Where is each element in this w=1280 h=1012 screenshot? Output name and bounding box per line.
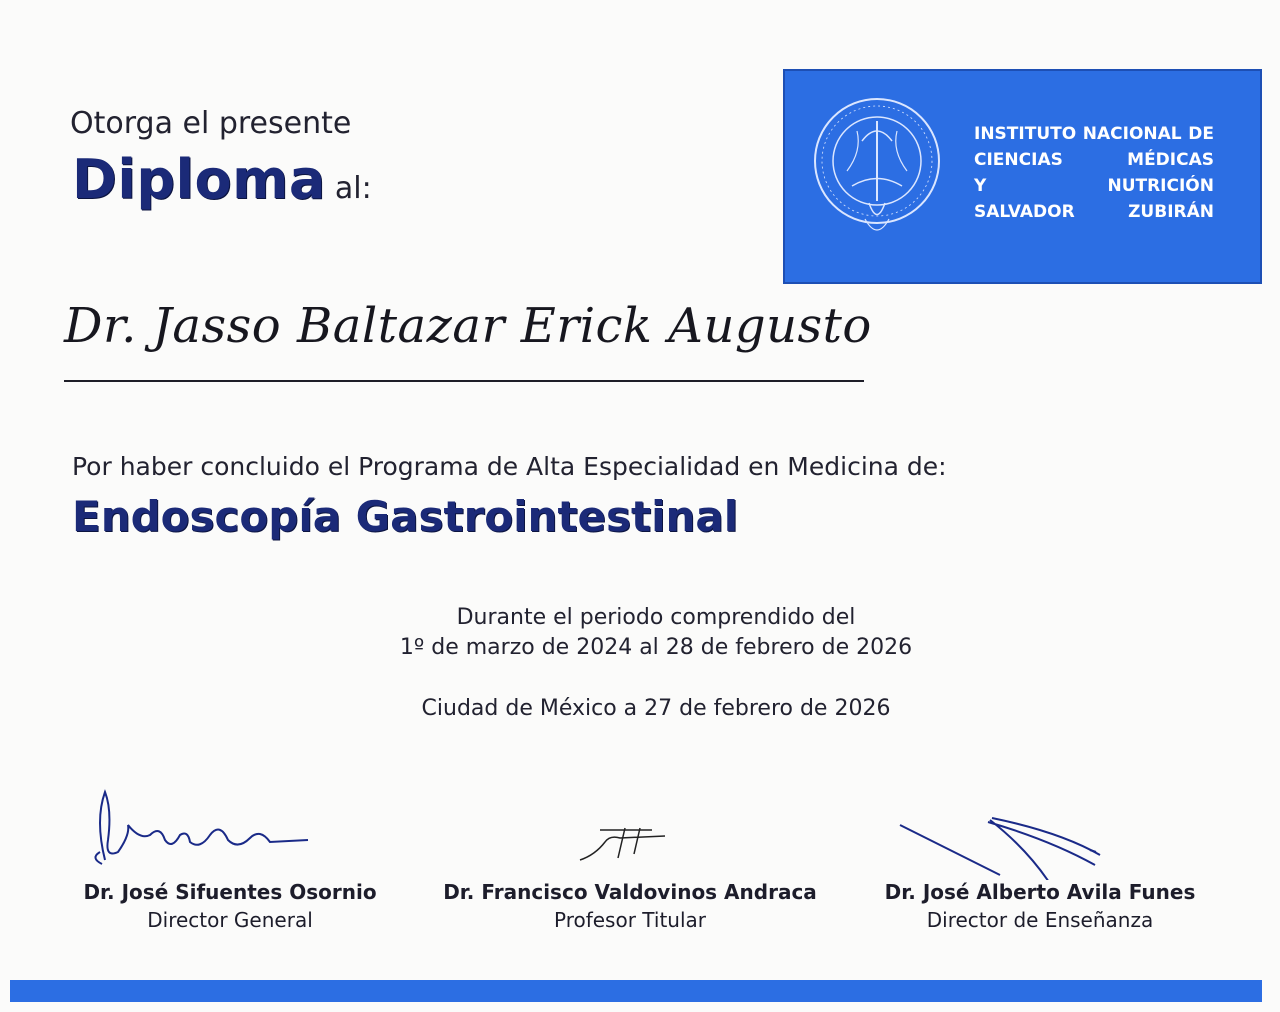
place-date: Ciudad de México a 27 de febrero de 2026 (421, 696, 891, 721)
footer-bar (10, 980, 1262, 1002)
recipient-underline (64, 380, 864, 382)
institution-name-line4: SALVADOR ZUBIRÁN (974, 202, 1214, 222)
institution-name-line1: INSTITUTO NACIONAL DE (974, 124, 1214, 144)
signer-name: Dr. Francisco Valdovinos Andraca (443, 880, 817, 904)
institution-logo-box (783, 69, 1262, 284)
signer-title: Profesor Titular (553, 908, 707, 932)
institution-name (974, 121, 1214, 225)
al-text: al: (334, 171, 372, 206)
specialty-title: Endoscopía Gastrointestinal (72, 492, 739, 541)
institution-seal-icon (807, 91, 947, 251)
period-line1: Durante el periodo comprendido del (456, 605, 856, 630)
institution-name-line2: CIENCIAS MÉDICAS (974, 150, 1214, 170)
otorga-text: Otorga el presente (70, 106, 352, 141)
recipient-name: Dr. Jasso Baltazar Erick Augusto (64, 298, 872, 354)
diploma-heading (72, 148, 372, 211)
program-intro: Por haber concluido el Programa de Alta Especialidad en Medicina de: (72, 452, 947, 481)
signature-icon (860, 780, 1220, 880)
signer-name: Dr. José Sifuentes Osornio (83, 880, 377, 904)
signature-block-director-general (60, 780, 400, 940)
signer-name: Dr. José Alberto Avila Funes (884, 880, 1196, 904)
signer-title: Director de Enseñanza (926, 908, 1154, 932)
institution-name-line3: Y NUTRICIÓN (974, 176, 1214, 196)
signer-title: Director General (147, 908, 313, 932)
diploma-title: Diploma (72, 148, 326, 211)
signature-block-director-ensenanza (860, 780, 1220, 940)
signature-icon (420, 780, 840, 880)
signature-icon (60, 780, 400, 880)
signature-block-profesor-titular (420, 780, 840, 940)
period-line2: 1º de marzo de 2024 al 28 de febrero de 2026 (399, 635, 913, 660)
